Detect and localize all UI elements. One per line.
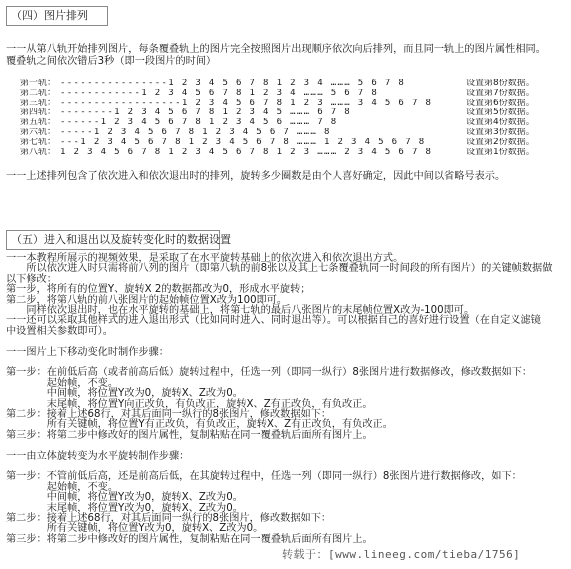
track-note: 设置第7份数据。 xyxy=(466,88,535,98)
section5-line: 一一由立体旋转变为水平旋转制作步骤： xyxy=(6,450,190,462)
section5-line: 所有关键帧，将位置Y改为0，旋转X、Z改为0。 xyxy=(6,523,264,535)
track-sequence: ------------------1 2 3 4 5 6 7 8 1 2 3 ……… 3 4 5 6 7 8 xyxy=(60,98,433,108)
section5-line: 中间帧，将位置Y改为0，旋转X、Z改为0。 xyxy=(6,388,243,400)
section5-line: 第一步：不管前低后高，还是前高后低，在其旋转过程中，任选一列（即同一纵行）8张图片进行数据修改，如下： xyxy=(6,471,522,483)
track-row xyxy=(20,118,550,127)
track-sequence: ----------------1 2 3 4 5 6 7 8 1 2 3 4 ……… 5 6 7 8 xyxy=(60,79,406,88)
section5-header-box xyxy=(6,230,231,250)
section5-line: 所以依次进入时只需将前八列的图片（即第八轨的前8张以及其上七条覆叠轨同一时间段的所有图片）的关键帧数据做 xyxy=(6,263,553,275)
track-row xyxy=(20,108,550,117)
track-label: 第六轨： xyxy=(20,128,57,137)
section5-line: 第一步，将所有的位置Y、旋转X 2的数据都改为0，形成水平旋转； xyxy=(6,284,311,296)
track-label: 第二轨： xyxy=(20,88,57,98)
section4-header: （四）图片排列 xyxy=(11,9,88,22)
section5-line: 第二步：接着上述68行，对其后面同一纵行的8张图片，修改数据如下： xyxy=(6,409,332,420)
section5-line: 所有关键帧，将位置Y有正改负，有负改正，旋转X、Z有正改负，有负改正。 xyxy=(6,419,393,431)
track-row xyxy=(20,138,550,147)
section5-line: 中间帧，将位置Y改为0，旋转X、Z改为0。 xyxy=(6,492,243,504)
track-row xyxy=(20,89,550,98)
section5-header: （五）进入和退出以及旋转变化时的数据设置 xyxy=(11,233,231,246)
section5-line: 第三步：将第二步中修改好的图片属性，复制粘贴在同一覆叠轨后面所有图片上。 xyxy=(6,429,373,441)
track-sequence: 1 2 3 4 5 6 7 8 1 2 3 4 5 6 7 8 1 2 3 ……… 2 3 4 5 6 7 8 xyxy=(60,147,433,157)
section5-line: 一一还可以采取其他样式的进入退出形式（比如同时进入、同时退出等）。可以根据自己的喜好进行设置（在自定义滤镜 xyxy=(6,315,541,327)
track-label: 第一轨： xyxy=(20,79,57,88)
section5-line: 同样依次退出时，也在水平旋转的基础上，将第七轨的最后八张图片的末尾帧位置X改为-100即可。 xyxy=(6,305,475,316)
track-sequence: ------1 2 3 4 5 6 7 8 1 2 3 4 5 6 ……… 7 8 xyxy=(60,118,338,128)
track-sequence: --------1 2 3 4 5 6 7 8 1 2 3 4 5 ……… 6 7 8 xyxy=(60,108,352,118)
track-note: 设置第1份数据。 xyxy=(466,147,535,157)
track-note: 设置第6份数据。 xyxy=(466,98,535,108)
section5-line: 第三步：将第二步中修改好的图片属性，复制粘贴在同一覆叠轨后面所有图片上。 xyxy=(6,533,373,545)
track-sequence: ------------1 2 3 4 5 6 7 8 1 2 3 4 ……… 5 6 7 8 xyxy=(60,88,379,98)
section5-line: 一一本教程所展示的视频效果，是采取了在水平旋转基础上的依次进入和依次退出方式。 xyxy=(6,253,404,264)
section4-header-box xyxy=(6,6,108,26)
section5-line: 以下修改： xyxy=(6,273,57,285)
track-label: 第五轨： xyxy=(20,118,57,128)
section5-line: 一一图片上下移动变化时制作步骤： xyxy=(6,346,169,358)
section5-line: 起始帧，不变。 xyxy=(6,377,119,389)
section5-line: 第二步：接着上述68行，对其后面同一纵行的8张图片，修改数据如下： xyxy=(6,513,332,524)
track-row xyxy=(20,99,550,108)
section5-line: 中设置相关参数即可）。 xyxy=(6,325,113,337)
track-note: 设置第8份数据。 xyxy=(466,79,535,88)
track-note: 设置第5份数据。 xyxy=(466,108,535,118)
track-label: 第三轨： xyxy=(20,98,57,108)
watermark: 转载于：[www.lineeg.com/tieba/1756] xyxy=(282,548,521,561)
track-note: 设置第4份数据。 xyxy=(466,118,535,128)
track-row xyxy=(20,128,550,137)
section5-line: 第二步，将第八轨的前八张图片的起始帧位置X改为100即可。 xyxy=(6,294,288,306)
section5-line: 起始帧，不变。 xyxy=(6,481,119,493)
section4-footer: 一一上述排列包含了依次进入和依次退出时的排列，旋转多少圈数是由个人喜好确定，因此中间以省略号表示。 xyxy=(6,171,506,182)
track-label: 第四轨： xyxy=(20,108,57,118)
track-label: 第七轨： xyxy=(20,137,57,147)
track-sequence: ---1 2 3 4 5 6 7 8 1 2 3 4 5 6 7 8 ……… 1 2 3 4 5 6 7 8 xyxy=(60,137,426,147)
track-label: 第八轨： xyxy=(20,147,57,157)
track-note: 设置第3份数据。 xyxy=(466,128,535,137)
track-note: 设置第2份数据。 xyxy=(466,137,535,147)
track-row xyxy=(20,79,550,88)
track-row xyxy=(20,148,550,157)
section5-line: 第一步：在前低后高（或者前高后低）旋转过程中，任选一列（即同一纵行）8张图片进行数据修改，修改数据如下： xyxy=(6,367,533,379)
section5-line: 末尾帧，将位置Y向正改负，有负改正，旋转X、Z有正改负，有负改正。 xyxy=(6,398,373,410)
section5-line: 末尾帧，将位置Y改为0，旋转X、Z改为0。 xyxy=(6,502,243,514)
section4-intro-line2: 覆叠轨之间依次错后3秒（即一段图片的时间） xyxy=(6,56,217,67)
track-sequence: -----1 2 3 4 5 6 7 8 1 2 3 4 5 6 7 ……… 8 xyxy=(60,128,331,137)
section4-intro-line1: 一一从第八轨开始排列图片，每条覆叠轨上的图片完全按照图片出现顺序依次向后排列，而且同一轨上的图片属性相同。 xyxy=(6,44,546,55)
